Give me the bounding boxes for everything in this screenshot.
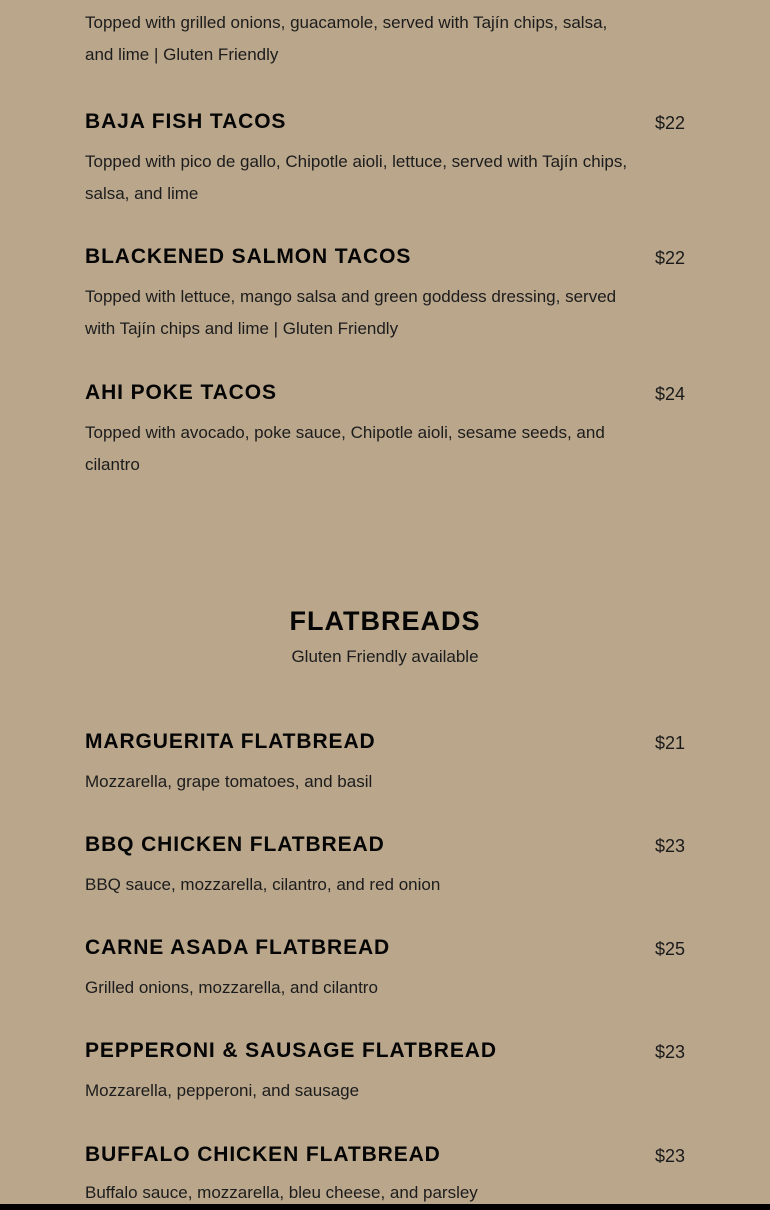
menu-item-name: CARNE ASADA FLATBREAD: [85, 936, 391, 959]
menu-item-price: $22: [654, 248, 685, 268]
menu-item-description: Mozzarella, pepperoni, and sausage: [85, 1081, 360, 1100]
menu-item-price: $22: [654, 113, 685, 133]
bottom-edge-bar: [0, 1204, 770, 1210]
menu-item-name: MARGUERITA FLATBREAD: [85, 730, 376, 753]
menu-item-description: Buffalo sauce, mozzarella, bleu cheese, and parsley: [85, 1183, 478, 1202]
menu-item-description: Topped with grilled onions, guacamole, served with Tajín chips, salsa, and lime | Gluten Friendly: [85, 13, 608, 64]
menu-item-description: Grilled onions, mozzarella, and cilantro: [85, 978, 378, 997]
menu-item-name: BLACKENED SALMON TACOS: [85, 245, 412, 268]
menu-item-name: BAJA FISH TACOS: [85, 110, 287, 133]
menu-item-price: $23: [654, 1042, 685, 1062]
menu-item-description: Topped with lettuce, mango salsa and green goddess dressing, served with Tajín chips and lime | Gluten Friendly: [85, 287, 617, 338]
menu-item-price: $21: [654, 733, 685, 753]
menu-item-description: BBQ sauce, mozzarella, cilantro, and red onion: [85, 875, 441, 894]
menu-item-description: Mozzarella, grape tomatoes, and basil: [85, 772, 373, 791]
menu-item-price: $23: [654, 836, 685, 856]
menu-item-description: Topped with avocado, poke sauce, Chipotle aioli, sesame seeds, and cilantro: [85, 423, 605, 474]
menu-item-name: BBQ CHICKEN FLATBREAD: [85, 833, 385, 856]
menu-item-name: AHI POKE TACOS: [85, 381, 277, 404]
menu-item-price: $24: [654, 384, 685, 404]
menu-item-name: PEPPERONI & SAUSAGE FLATBREAD: [85, 1039, 497, 1062]
menu-item-price: $23: [654, 1146, 685, 1166]
section-title-flatbreads: FLATBREADS: [289, 606, 481, 636]
menu-item-name: BUFFALO CHICKEN FLATBREAD: [85, 1143, 441, 1166]
section-subtitle: Gluten Friendly available: [291, 647, 479, 666]
menu-item-description: Topped with pico de gallo, Chipotle aioli, lettuce, served with Tajín chips, salsa, and lime: [85, 152, 628, 203]
menu-item-price: $25: [654, 939, 685, 959]
